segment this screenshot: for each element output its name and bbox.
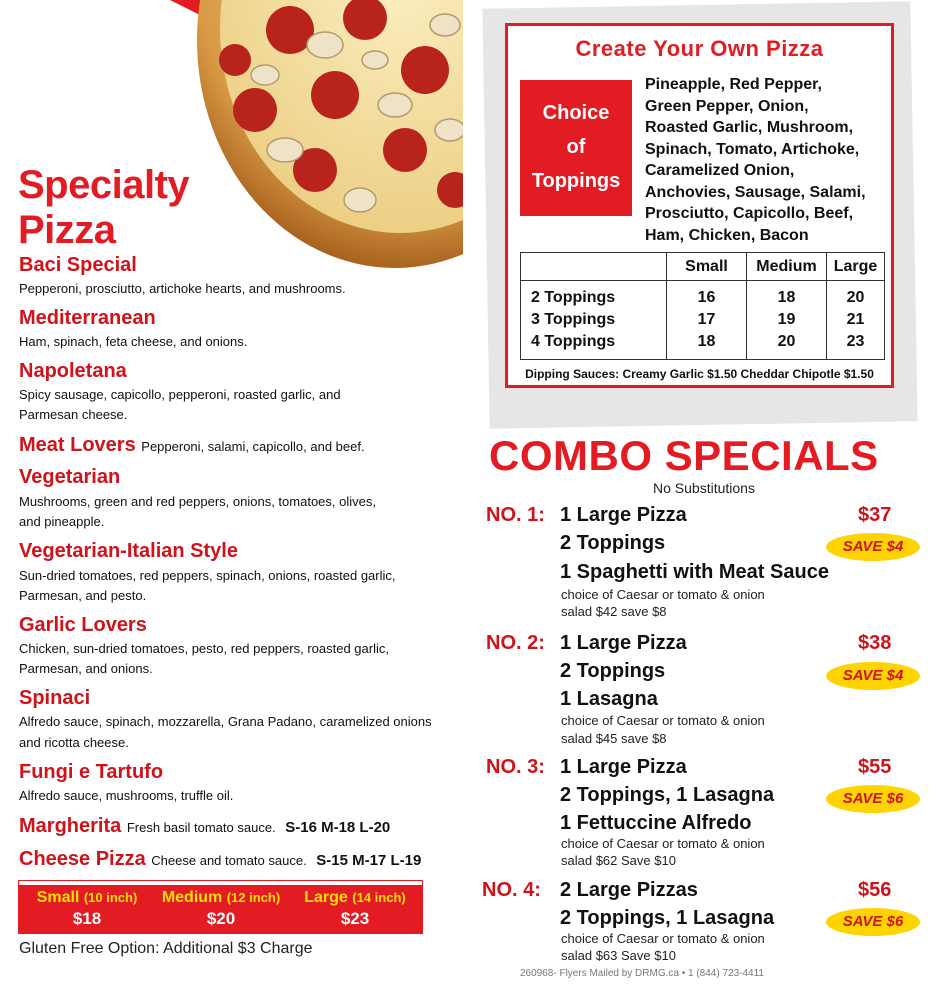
specialty-title-line1: Specialty [18,163,190,207]
specialty-title [18,163,189,253]
pizza-desc: Ham, spinach, feta cheese, and onions. [19,334,248,349]
combo-note: choice of Caesar or tomato & onion [561,713,765,728]
pizza-desc: Fresh basil tomato sauce. [126,820,276,835]
combo-note: salad $42 save $8 [561,604,667,619]
size-large [295,889,415,929]
pizza-name: Napoletana [19,360,127,382]
pizza-name-cheese [19,848,421,871]
combo-price: $37 [858,504,892,526]
combo-line: 1 Fettuccine Alfredo [560,812,752,834]
combo-note: choice of Caesar or tomato & onion [561,587,765,602]
combo-line: 2 Toppings [560,660,666,682]
pizza-desc: Alfredo sauce, mushrooms, truffle oil. [19,788,234,803]
pizza-desc: Spicy sausage, capicollo, pepperoni, roasted garlic, and [19,387,341,402]
topping-line: Pineapple, Red Pepper, [645,76,822,93]
topping-price-table [520,252,885,360]
combo-price: $38 [858,632,892,654]
save-badge: SAVE $4 [826,533,920,561]
pizza-name-margherita [19,815,390,838]
combo-note: salad $62 Save $10 [561,853,676,868]
pizza-desc: Pepperoni, salami, capicollo, and beef. [141,439,365,454]
combo-note: choice of Caesar or tomato & onion [561,836,765,851]
small-prices: 16 17 18 [667,281,747,360]
pizza-desc: Parmesan, and onions. [19,661,153,676]
topping-line: Roasted Garlic, Mushroom, [645,119,854,136]
choice-line: Toppings [531,170,621,192]
row-labels: 2 Toppings 3 Toppings 4 Toppings [521,281,667,360]
size-small [25,889,149,929]
combo-number: NO. 4: [482,879,541,901]
pizza-name: Fungi e Tartufo [19,761,164,783]
size-label: Large (14 inch) [304,889,406,906]
pizza-price: S-16 M-18 L-20 [285,819,391,836]
combo-price: $56 [858,879,892,901]
pizza-desc: and pineapple. [19,514,105,529]
pizza-desc: and ricotta cheese. [19,735,129,750]
pizza-name: Baci Special [19,254,137,276]
size-price: $20 [206,909,236,928]
pizza-desc: Cheese and tomato sauce. [151,853,307,868]
table-row [521,281,885,360]
table-header: Medium [747,253,827,281]
pizza-price: S-15 M-17 L-19 [316,852,422,869]
footer-credit: 260968- Flyers Mailed by DRMG.ca • 1 (844) 723-4411 [520,968,764,979]
choice-line: of [566,136,586,158]
combo-line: 2 Large Pizzas [560,879,698,901]
topping-line: Prosciutto, Capicollo, Beef, [645,205,854,222]
size-label: Small (10 inch) [36,889,138,906]
combo-note: choice of Caesar or tomato & onion [561,931,765,946]
pizza-name: Mediterranean [19,307,156,329]
table-header: Small [667,253,747,281]
combo-line: 1 Large Pizza [560,504,687,526]
save-badge: SAVE $6 [826,908,920,936]
pizza-desc: Parmesan cheese. [19,407,128,422]
large-prices: 20 21 23 [827,281,885,360]
topping-line: Caramelized Onion, [645,162,795,179]
size-price: $18 [72,909,102,928]
pizza-name: Vegetarian-Italian Style [19,540,238,562]
pizza-desc: Alfredo sauce, spinach, mozzarella, Grana Padano, caramelized onions [19,714,432,729]
save-badge: SAVE $6 [826,785,920,813]
pizza-desc: Sun-dried tomatoes, red peppers, spinach, onions, roasted garlic, [19,568,396,583]
pizza-name-text: Margherita [19,815,122,837]
topping-line: Ham, Chicken, Bacon [645,226,809,244]
save-badge: SAVE $4 [826,662,920,690]
combo-line: 1 Lasagna [560,688,658,710]
size-medium [153,889,289,929]
pizza-name: Garlic Lovers [19,614,147,636]
medium-prices: 18 19 20 [747,281,827,360]
pizza-name-meat-lovers [19,434,365,457]
pizza-name-text: Cheese Pizza [19,848,146,870]
create-your-own-box [505,23,894,388]
combo-line: 1 Large Pizza [560,632,687,654]
size-label: Medium (12 inch) [161,889,281,906]
combo-number: NO. 1: [486,504,545,526]
combo-subtitle: No Substitutions [653,480,755,496]
pizza-desc: Pepperoni, prosciutto, artichoke hearts, and mushrooms. [19,281,346,296]
choice-line: Choice [542,102,610,124]
combo-line: 1 Large Pizza [560,756,687,778]
topping-line: Spinach, Tomato, Artichoke, [645,140,860,158]
specialty-title-line2: Pizza [18,208,116,252]
combo-line: 2 Toppings [560,532,666,554]
choice-of-toppings-box [520,80,632,216]
pizza-desc: Mushrooms, green and red peppers, onions, tomatoes, olives, [19,494,376,509]
combo-number: NO. 3: [486,756,545,778]
size-price: $23 [340,909,370,928]
pizza-name: Vegetarian [19,466,121,488]
combo-line: 2 Toppings, 1 Lasagna [560,784,775,806]
size-price-bar [19,881,422,933]
topping-line: Anchovies, Sausage, Salami, [645,183,866,201]
combo-line: 1 Spaghetti with Meat Sauce [560,561,829,583]
pizza-desc: Parmesan, and pesto. [19,588,147,603]
pizza-name: Spinaci [19,687,91,709]
cyo-title: Create Your Own Pizza [575,36,824,61]
pizza-image [195,0,477,268]
dipping-sauces: Dipping Sauces: Creamy Garlic $1.50 Cheddar Chipotle $1.50 [525,367,874,381]
toppings-list [645,74,890,246]
pizza-name-text: Meat Lovers [19,434,136,456]
topping-line: Green Pepper, Onion, [645,97,809,115]
gluten-free-note: Gluten Free Option: Additional $3 Charge [19,940,313,957]
combo-note: salad $45 save $8 [561,731,667,746]
combo-price: $55 [858,756,892,778]
table-header: Large [827,253,885,281]
combo-line: 2 Toppings, 1 Lasagna [560,907,775,929]
table-header-row [521,253,885,281]
table-header-empty [521,253,667,281]
pizza-desc: Chicken, sun-dried tomatoes, pesto, red peppers, roasted garlic, [19,641,389,656]
combo-number: NO. 2: [486,632,545,654]
combo-note: salad $63 Save $10 [561,948,676,963]
combo-title: COMBO SPECIALS [489,432,879,479]
